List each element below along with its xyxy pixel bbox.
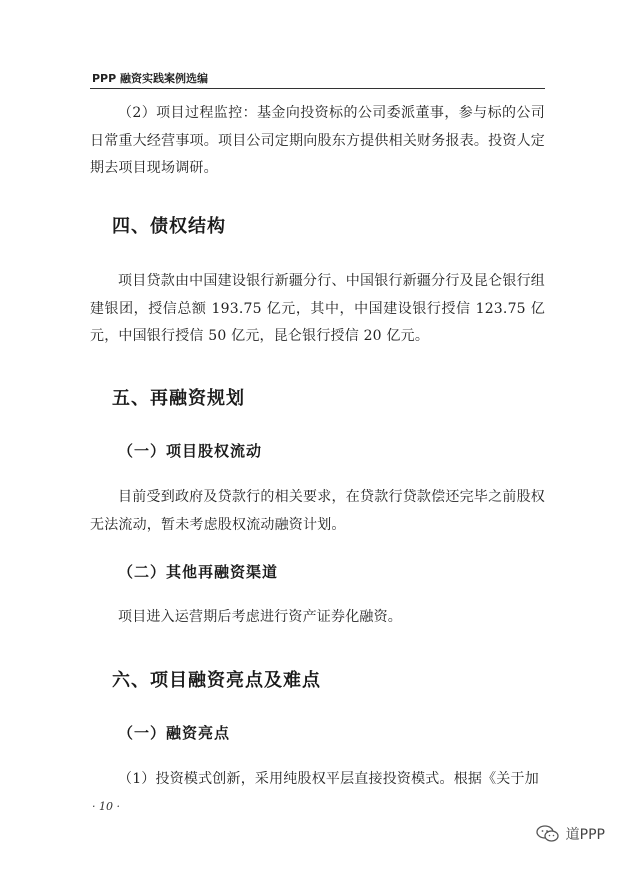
heading-highlights-difficulties: 六、项目融资亮点及难点 xyxy=(112,670,321,691)
subheading-equity-flow: （一）项目股权流动 xyxy=(118,442,263,460)
running-head: PPP 融资实践案例选编 xyxy=(92,72,209,85)
paragraph-loan: 项目贷款由中国建设银行新疆分行、中国银行新疆分行及昆仑银行组建银团，授信总额 193.75 亿元，其中，中国建设银行授信 123.75 亿元，中国银行授信 50 亿元，昆仑银行授信 20 亿元。 xyxy=(90,273,545,344)
heading-refinancing-plan: 五、再融资规划 xyxy=(112,388,245,409)
subheading-other-channels: （二）其他再融资渠道 xyxy=(118,563,279,581)
watermark-label: 道PPP xyxy=(565,827,605,843)
subheading-financing-highlights: （一）融资亮点 xyxy=(118,724,231,742)
heading-debt-structure: 四、债权结构 xyxy=(112,216,226,237)
paragraph-investment-model: （1）投资模式创新，采用纯股权平层直接投资模式。根据《关于加 xyxy=(118,771,539,787)
paragraph-monitoring: （2）项目过程监控：基金向投资标的公司委派董事，参与标的公司日常重大经营事项。项目公司定期向股东方提供相关财务报表。投资人定期去项目现场调研。 xyxy=(90,105,545,176)
watermark xyxy=(536,824,605,844)
page-number: · 10 · xyxy=(92,800,120,813)
paragraph-securitization: 项目进入运营期后考虑进行资产证券化融资。 xyxy=(118,609,402,625)
wechat-icon xyxy=(536,825,560,843)
header-rule xyxy=(90,88,545,89)
paragraph-equity-flow: 目前受到政府及贷款行的相关要求，在贷款行贷款偿还完毕之前股权无法流动，暂未考虑股权流动融资计划。 xyxy=(90,489,545,533)
